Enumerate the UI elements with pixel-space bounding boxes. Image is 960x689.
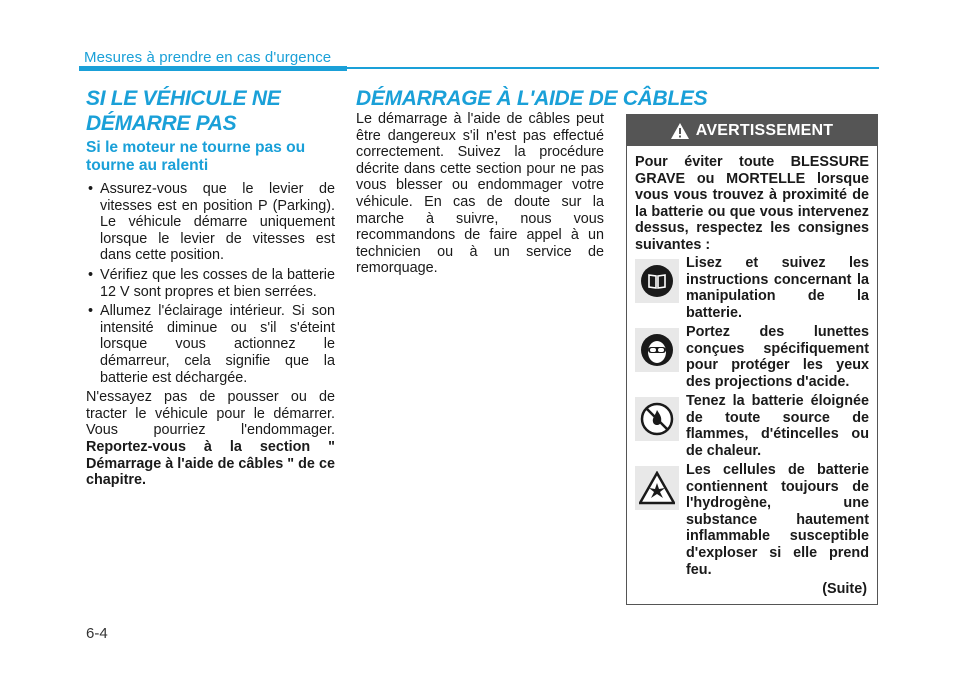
bullet-dot: • [88,303,94,320]
bullet-dot: • [88,181,94,197]
warning-item-text: Lisez et suivez les instructions concernant la manipulation de la batterie. [686,255,869,321]
closing-paragraph-bold: Reportez-vous à la section " Démarrage à l'aide de câbles " de ce chapitre. [86,438,335,489]
list-item-text: Vérifiez que les cosses de la batterie 12 V sont propres et bien serrées. [100,266,335,300]
warning-box [626,114,878,605]
left-title [86,86,280,136]
left-title-line1: SI LE VÉHICULE NE [86,87,281,110]
warning-item [635,462,869,578]
header-rule [79,66,347,71]
header-rule-thin [347,67,879,69]
bullet-dot: • [88,266,94,283]
section-header: Mesures à prendre en cas d'urgence [84,49,332,66]
left-subtitle: Si le moteur ne tourne pas ou tourne au ralenti [86,139,306,174]
warning-item-text: Les cellules de batterie contiennent toujours de l'hydrogène, une substance hautement inflammable susceptible d'exploser si elle prend feu. [686,462,869,578]
manual-book-icon [635,259,679,303]
list-item [86,303,335,386]
warning-intro: Pour éviter toute BLESSURE GRAVE ou MORTELLE lorsque vous vous trouvez à proximité de la batterie ou que vous intervenez dessus, respectez les consignes suivantes : [635,154,869,253]
left-column [86,181,335,489]
warning-item-text: Tenez la batterie éloignée de toute source de flammes, d'étincelles ou de chaleur. [686,393,869,459]
list-item-text: Assurez-vous que le levier de vitesses est en position P (Parking). Le véhicule démarre uniquement lorsque le levier de vitesses est dans cette position. [100,181,335,264]
warning-header [627,115,877,146]
warning-item-text: Portez des lunettes conçues spécifiquement pour protéger les yeux des projections d'acide. [686,324,869,390]
safety-goggles-icon [635,328,679,372]
middle-body: Le démarrage à l'aide de câbles peut être dangereux s'il n'est pas effectué correctement. Suivez la procédure décrite dans cette section pour ne pas vous blesser ou endommager votre véhicule. En cas de doute sur la marche à suivre, nous vous recommandons de faire appel à un technicien ou à un service de remorquage. [356,111,604,277]
warning-item [635,255,869,321]
warning-triangle-icon [671,123,689,139]
closing-paragraph-plain: N'essayez pas de pousser ou de tracter le véhicule pour le démarrer. Vous pourriez l'endommager. [86,389,335,439]
list-item [86,267,335,300]
list-item [86,181,335,264]
warning-title: AVERTISSEMENT [695,121,834,139]
middle-title: DÉMARRAGE À L'AIDE DE CÂBLES [356,87,708,110]
left-title-line2: DÉMARRE PAS [86,112,237,135]
no-flame-icon [635,397,679,441]
continued-label: (Suite) [822,581,867,597]
warning-item [635,393,869,459]
warning-item [635,324,869,390]
explosion-warning-icon [635,466,679,510]
closing-paragraph [86,389,335,489]
list-item-text: Allumez l'éclairage intérieur. Si son intensité diminue ou s'il s'éteint lorsque vous actionnez le démarreur, cela signifie que la batterie est déchargée. [100,303,335,386]
page-number: 6-4 [86,625,108,642]
